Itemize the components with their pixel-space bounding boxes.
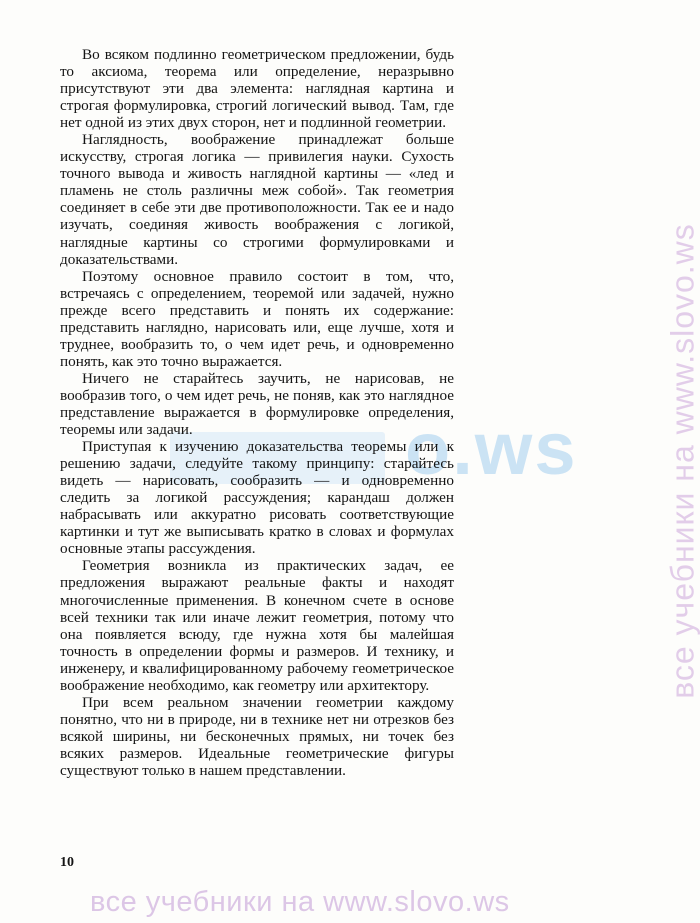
paragraph-6: Геометрия возникла из практических задач, ее предложения выражают реальные факты и находят многочисленные применения. В конечном счете в основе всей техники так или иначе лежит геометрия, потому что она появляется всюду, где нужна хотя бы малейшая точность в определении формы и размеров. И технику, и инженеру, и квалифицированному рабочему геометрическое воображение необходимо, как геометру или архитектору. (60, 557, 454, 694)
body-text (60, 46, 454, 779)
paragraph-5: Приступая к изучению доказательства теоремы или к решению задачи, следуйте такому принципу: старайтесь видеть — нарисовать, сообразить — и одновременно следить за логикой рассуждения; карандаш должен набрасывать или аккуратно рисовать соответствующие картинки и тут же выписывать кратко в словах и формулах основные этапы рассуждения. (60, 438, 454, 558)
paragraph-4: Ничего не старайтесь заучить, не нарисовав, не вообразив того, о чем идет речь, не поняв, как это наглядное представление выражается в формулировке определения, теоремы или задачи. (60, 369, 454, 439)
page-number: 10 (60, 855, 74, 870)
paragraph-2: Наглядность, воображение принадлежат больше искусству, строгая логика — привилегия науки. Сухость точного вывода и живость наглядной картины — «лед и пламень не столь различны меж собой». Так геометрия соединяет в себе эти две противоположности. Так ее и надо изучать, соединяя живость воображения с логикой, наглядные картины со строгими формулировками и доказательствами. (60, 131, 454, 268)
paragraph-3: Поэтому основное правило состоит в том, что, встречаясь с определением, теоремой или задачей, нужно прежде всего представить и понять их содержание: представить наглядно, нарисовать или, еще лучше, хотя и труднее, вообразить то, о чем идет речь, и одновременно понять, как это точно выражается. (60, 267, 454, 370)
paragraph-1: Во всяком подлинно геометрическом предложении, будь то аксиома, теорема или определение, неразрывно присутствуют эти два элемента: наглядная картина и строгая формулировка, строгий логический вывод. Там, где нет одной из этих двух сторон, нет и подлинной геометрии. (60, 46, 454, 132)
paragraph-7: При всем реальном значении геометрии каждому понятно, что ни в природе, ни в технике нет ни отрезков без всякой ширины, ни бесконечных прямых, ни точек без всяких размеров. Идеальные геометрические фигуры существуют только в нашем представлении. (60, 693, 454, 779)
center-watermark: o.ws (405, 407, 578, 490)
vertical-watermark: все учебники на www.slovo.ws (664, 223, 700, 699)
bottom-watermark: все учебники на www.slovo.ws (90, 886, 510, 918)
